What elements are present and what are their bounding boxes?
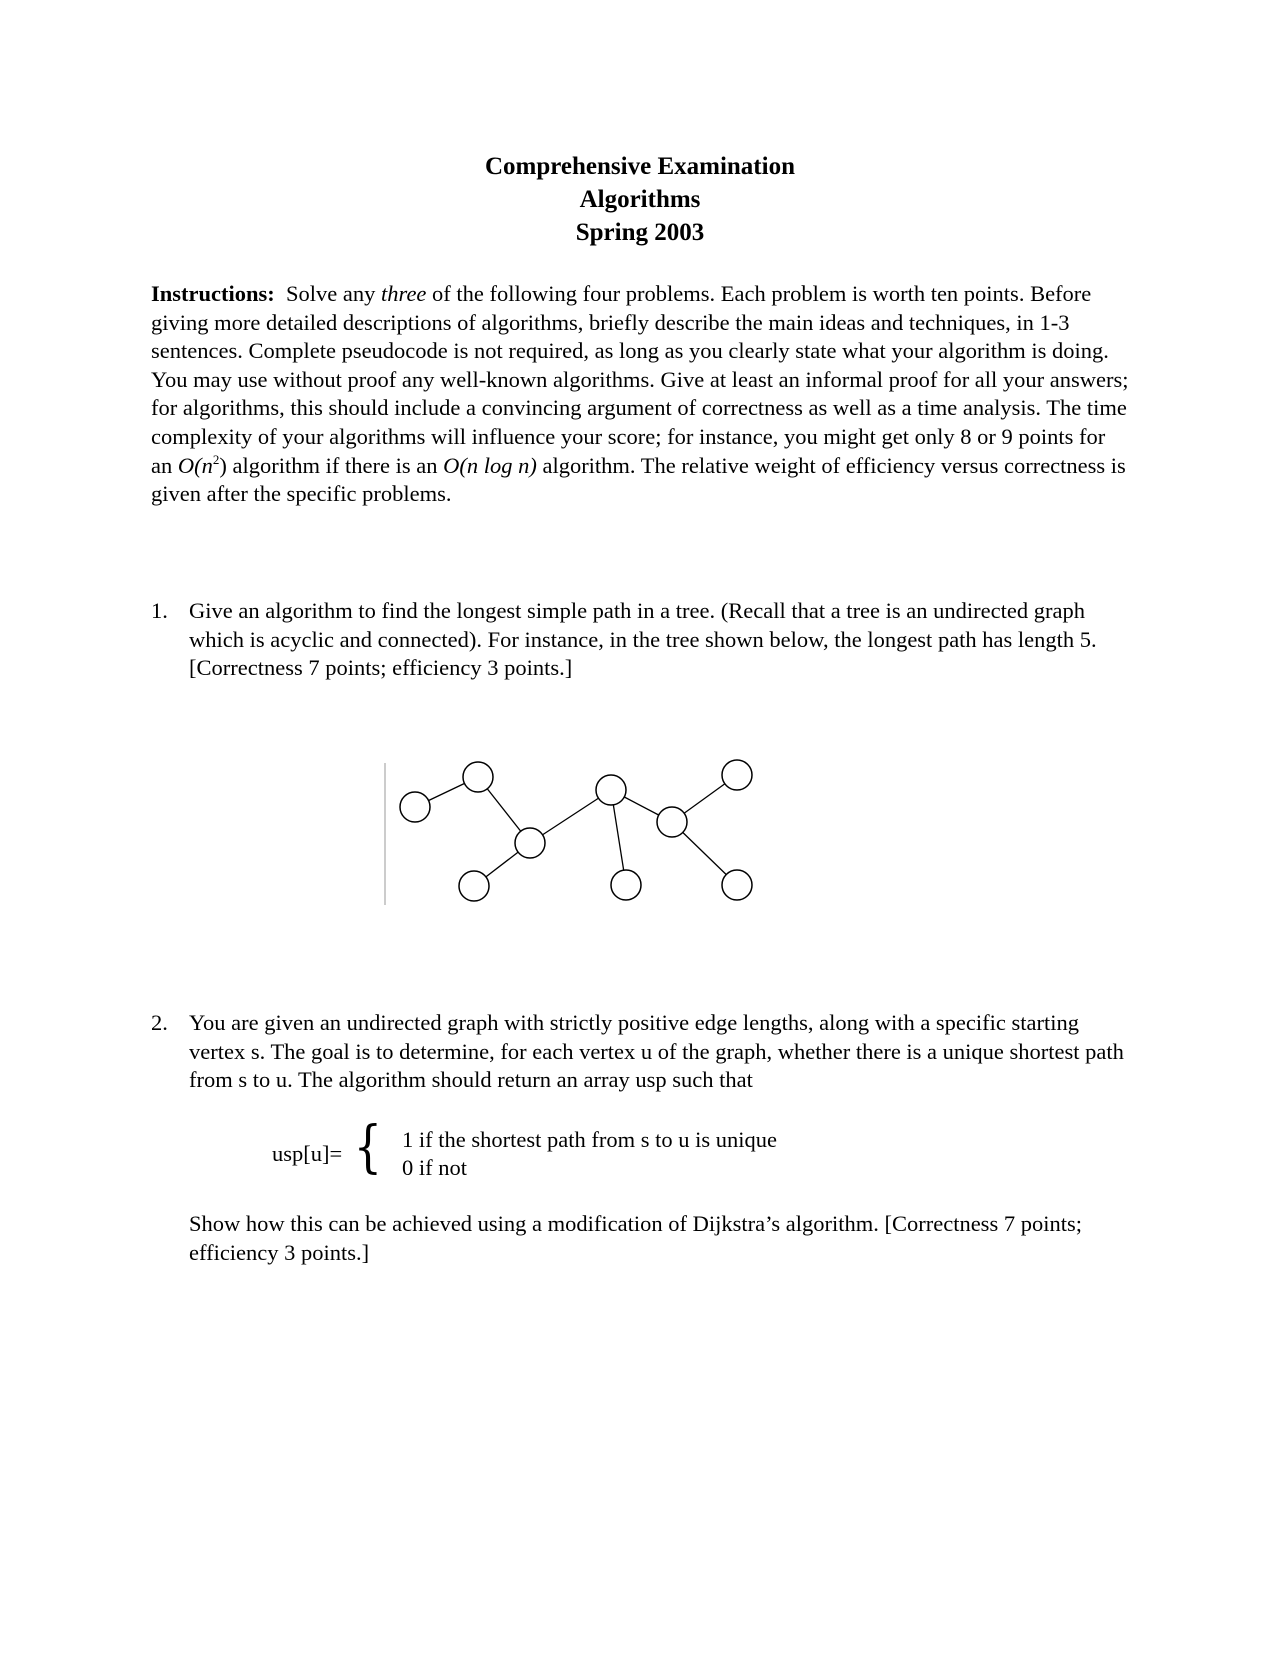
tree-node bbox=[463, 762, 493, 792]
tree-node bbox=[459, 871, 489, 901]
instructions-text-4: algorithm. The relative weight of efficiency versus correctness is given after the specific problems. bbox=[151, 452, 1126, 507]
usp-lhs: usp[u]= bbox=[272, 1141, 343, 1166]
tree-node bbox=[400, 792, 430, 822]
instructions-text-3: algorithm if there is an bbox=[232, 452, 438, 478]
instructions-text-1: Solve any bbox=[286, 281, 376, 306]
usp-case-unique: 1 if the shortest path from s to u is unique bbox=[402, 1127, 777, 1152]
problem-text: Give an algorithm to find the longest simple path in a tree. (Recall that a tree is an undirected graph which is acyclic and connected). For instance, in the tree shown below, the longest path has length 5. [Correctness 7 points; efficiency 3 points.] bbox=[189, 598, 1097, 681]
tree-node bbox=[722, 870, 752, 900]
usp-cases bbox=[402, 1126, 777, 1182]
tree-node bbox=[596, 775, 626, 805]
brace-symbol: { bbox=[353, 1115, 383, 1180]
instructions-paragraph bbox=[151, 280, 1131, 509]
title-line-3: Spring 2003 bbox=[575, 219, 705, 246]
instructions-emphasis: three bbox=[381, 281, 427, 306]
complexity-quadratic: O(n bbox=[177, 452, 213, 478]
problem-number: 2. bbox=[151, 1010, 168, 1035]
usp-case-not-unique: 0 if not bbox=[402, 1155, 467, 1180]
tree-node bbox=[515, 828, 545, 858]
exam-title bbox=[0, 150, 1280, 249]
tree-node bbox=[722, 760, 752, 790]
instructions-text-2: of the following four problems. Each problem is worth ten points. Before giving more detailed descriptions of algorithms, briefly describe the main ideas and techniques, in 1-3 sentences. Complete pseudocode is not required, as long as you clearly state what your algorithm is doing. You may use without proof any well-known algorithms. Give at least an informal proof for all your answers; for algorithms, this should include a convincing argument of correctness as well as a time analysis. The time complexity of your algorithms will influence your score; for instance, you might get only 8 or 9 points for an bbox=[151, 281, 1129, 478]
tree-node bbox=[611, 870, 641, 900]
complexity-nlogn: O(n log n) bbox=[443, 452, 537, 478]
problem-text: You are given an undirected graph with strictly positive edge lengths, along with a specific starting vertex s. The goal is to determine, for each vertex u of the graph, whether there is a unique shortest path from s to u. The algorithm should return an array usp such that bbox=[189, 1010, 1124, 1093]
problem-2-followup: Show how this can be achieved using a modification of Dijkstra’s algorithm. [Correctness 7 points; efficiency 3 points.] bbox=[189, 1211, 1082, 1265]
title-line-2: Algorithms bbox=[579, 186, 701, 213]
problem-number: 1. bbox=[151, 598, 168, 623]
title-line-1: Comprehensive Examination bbox=[485, 153, 795, 180]
tree-diagram bbox=[370, 740, 770, 910]
tree-node bbox=[657, 807, 687, 837]
problem-2 bbox=[151, 1009, 1131, 1095]
instructions-label: Instructions: bbox=[151, 281, 275, 306]
problem-1 bbox=[151, 597, 1131, 683]
complexity-close: ) bbox=[219, 452, 227, 478]
complexity-exponent: 2 bbox=[212, 451, 220, 467]
